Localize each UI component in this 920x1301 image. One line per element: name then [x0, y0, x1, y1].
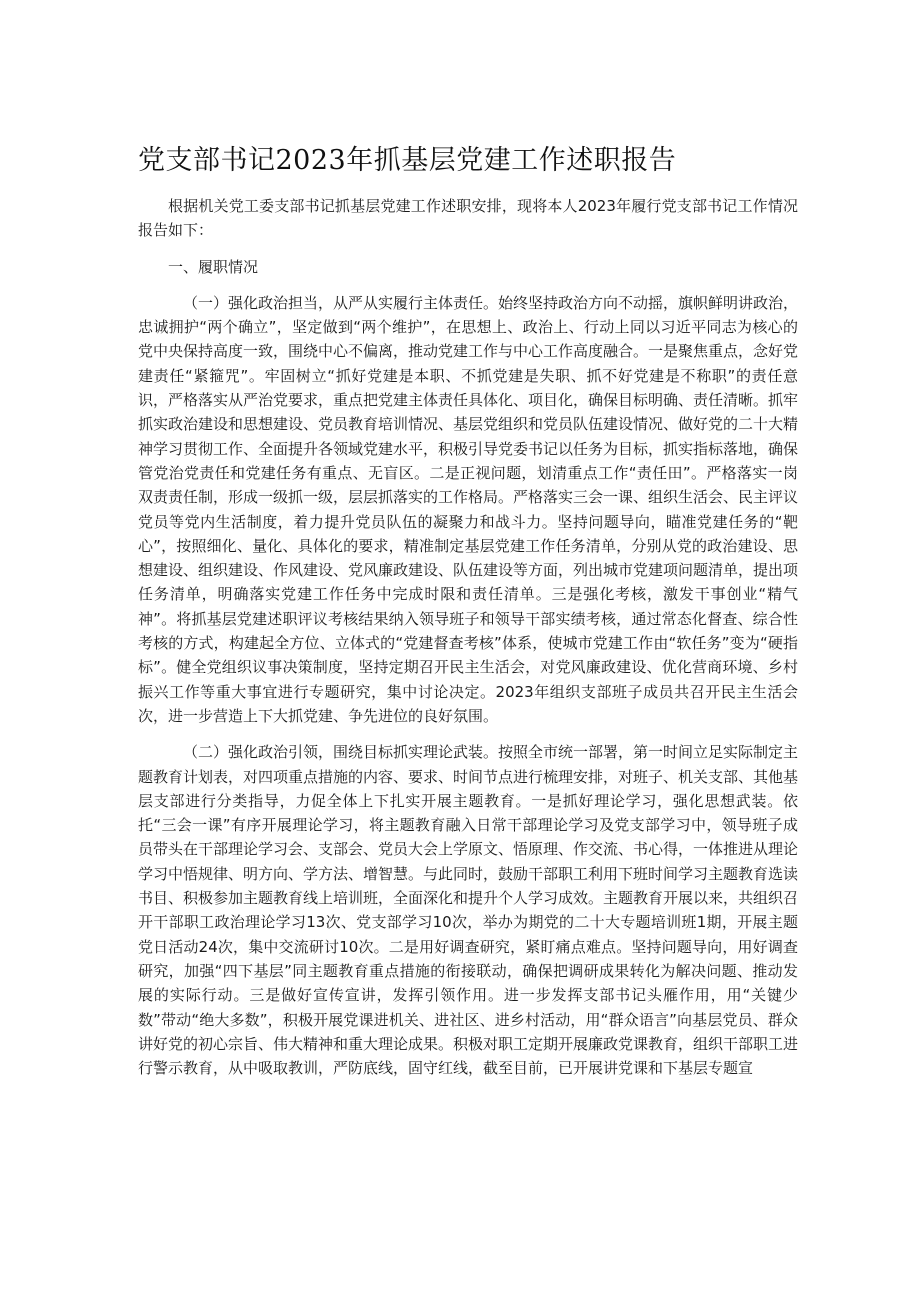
body-paragraph: （二）强化政治引领，围绕目标抓实理论武装。按照全市统一部署，第一时间立足实际制定主题教育计划表，对四项重点措施的内容、要求、时间节点进行梳理安排，对班子、机关支部、其他基层支部进行分类指导，力促全体上下扎实开展主题教育。一是抓好理论学习，强化思想武装。依托“三会一课”有序开展理论学习，将主题教育融入日常干部理论学习及党支部学习中，领导班子成员带头在干部理论学习会、支部会、党员大会上学原文、悟原理、作交流、书心得，一体推进从理论学习中悟规律、明方向、学方法、增智慧。与此同时，鼓励干部职工利用下班时间学习主题教育选读书目、积极参加主题教育线上培训班，全面深化和提升个人学习成效。主题教育开展以来，共组织召开干部职工政治理论学习13次、党支部学习10次，举办为期党的二十大专题培训班1期，开展主题党日活动24次，集中交流研讨10次。二是用好调查研究，紧盯痛点难点。坚持问题导向，用好调查研究，加强“四下基层”同主题教育重点措施的衔接联动，确保把调研成果转化为解决问题、推动发展的实际行动。三是做好宣传宣讲，发挥引领作用。进一步发挥支部书记头雁作用，用“关键少数”带动“绝大多数”，积极开展党课进机关、进社区、进乡村活动，用“群众语言”向基层党员、群众讲好党的初心宗旨、伟大精神和重大理论成果。积极对职工定期开展廉政党课教育，组织干部职工进行警示教育，从中吸取教训，严防底线，固守红线，截至目前，已开展讲党课和下基层专题宣 — [138, 743, 799, 1078]
document-body — [138, 194, 798, 1080]
intro-paragraph: 根据机关党工委支部书记抓基层党建工作述职安排，现将本人2023年履行党支部书记工作情况报告如下： — [138, 197, 798, 240]
body-paragraph: （一）强化政治担当，从严从实履行主体责任。始终坚持政治方向不动摇，旗帜鲜明讲政治，忠诚拥护“两个确立”，坚定做到“两个维护”，在思想上、政治上、行动上同以习近平同志为核心的党中央保持高度一致，围绕中心不偏离，推动党建工作与中心工作高度融合。一是聚焦重点，念好党建责任“紧箍咒”。牢固树立“抓好党建是本职、不抓党建是失职、抓不好党建是不称职”的责任意识，严格落实从严治党要求，重点把党建主体责任具体化、项目化，确保目标明确、责任清晰。抓牢抓实政治建设和思想建设、党员教育培训情况、基层党组织和党员队伍建设情况、做好党的二十大精神学习贯彻工作、全面提升各领域党建水平，积极引导党委书记以任务为目标，抓实指标落地，确保管党治党责任和党建任务有重点、无盲区。二是正视问题，划清重点工作“责任田”。严格落实一岗双责责任制，形成一级抓一级，层层抓落实的工作格局。严格落实三会一课、组织生活会、民主评议党员等党内生活制度，着力提升党员队伍的凝聚力和战斗力。坚持问题导向，瞄准党建任务的“靶心”，按照细化、量化、具体化的要求，精准制定基层党建工作任务清单，分别从党的政治建设、思想建设、组织建设、作风建设、党风廉政建设、队伍建设等方面，列出城市党建项问题清单，提出项任务清单，明确落实党建工作任务中完成时限和责任清单。三是强化考核，激发干事创业“精气神”。将抓基层党建述职评议考核结果纳入领导班子和领导干部实绩考核，通过常态化督查、综合性考核的方式，构建起全方位、立体式的“党建督查考核”体系，使城市党建工作由“软任务”变为“硬指标”。健全党组织议事决策制度，坚持定期召开民主生活会，对党风廉政建设、优化营商环境、乡村振兴工作等重大事宜进行专题研究，集中讨论决定。2023年组织支部班子成员共召开民主生活会次，进一步营造上下大抓党建、争先进位的良好氛围。 — [138, 293, 799, 725]
section-heading: 一、履职情况 — [168, 257, 259, 276]
document-title: 党支部书记2023年抓基层党建工作述职报告 — [138, 145, 677, 176]
